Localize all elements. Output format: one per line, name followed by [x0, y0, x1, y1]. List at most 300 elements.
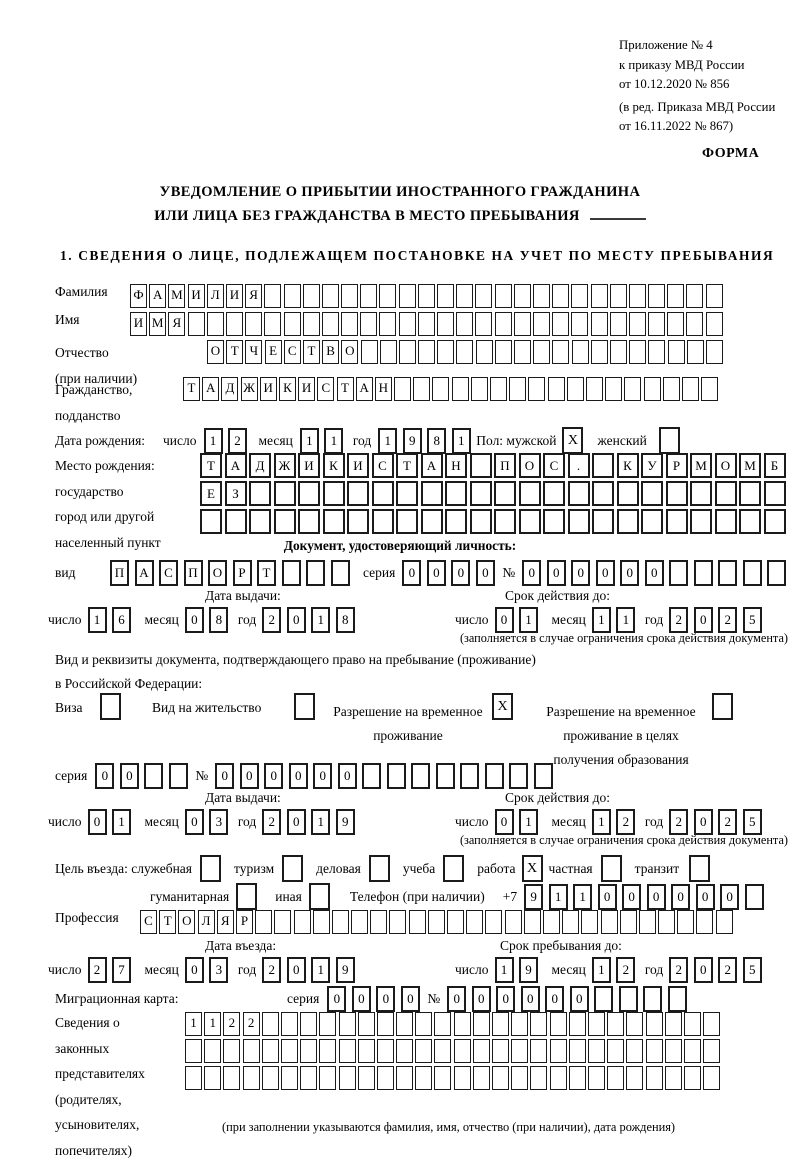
form-cell[interactable]: [668, 986, 687, 1012]
form-cell[interactable]: Е: [200, 481, 222, 506]
form-cell[interactable]: 8: [427, 428, 446, 454]
form-cell[interactable]: [706, 340, 723, 364]
form-cell[interactable]: [319, 1012, 336, 1036]
form-cell[interactable]: [399, 340, 416, 364]
form-cell[interactable]: 9: [524, 884, 543, 910]
sex-male-checkbox[interactable]: [562, 427, 583, 454]
form-cell[interactable]: [358, 1039, 375, 1063]
form-cell[interactable]: 1: [519, 809, 538, 835]
form-cell[interactable]: [223, 1039, 240, 1063]
form-cell[interactable]: [362, 763, 381, 789]
form-cell[interactable]: [200, 509, 222, 534]
form-cell[interactable]: 1: [311, 957, 330, 983]
form-cell[interactable]: [687, 340, 704, 364]
form-cell[interactable]: 1: [204, 428, 223, 454]
form-cell[interactable]: [396, 1012, 413, 1036]
form-cell[interactable]: [490, 377, 507, 401]
form-cell[interactable]: [639, 910, 656, 934]
form-cell[interactable]: 2: [718, 809, 737, 835]
form-cell[interactable]: [530, 1012, 547, 1036]
form-cell[interactable]: [703, 1039, 720, 1063]
form-cell[interactable]: 0: [545, 986, 564, 1012]
form-cell[interactable]: [341, 284, 358, 308]
permit-issue-year-cells[interactable]: [262, 809, 360, 835]
form-cell[interactable]: [629, 284, 646, 308]
form-cell[interactable]: [601, 910, 618, 934]
form-cell[interactable]: З: [225, 481, 247, 506]
form-cell[interactable]: [394, 377, 411, 401]
form-cell[interactable]: [509, 377, 526, 401]
form-cell[interactable]: С: [159, 560, 178, 586]
doc-kind-cells[interactable]: [110, 560, 355, 586]
form-cell[interactable]: Д: [221, 377, 238, 401]
form-cell[interactable]: [456, 312, 473, 336]
patronymic-cells[interactable]: [207, 340, 725, 364]
form-cell[interactable]: [571, 284, 588, 308]
form-cell[interactable]: 0: [88, 809, 107, 835]
permit-valid-year-cells[interactable]: [669, 809, 767, 835]
form-cell[interactable]: 3: [209, 957, 228, 983]
form-cell[interactable]: 0: [496, 986, 515, 1012]
form-cell[interactable]: [372, 509, 394, 534]
form-cell[interactable]: [396, 1039, 413, 1063]
form-cell[interactable]: [428, 910, 445, 934]
form-cell[interactable]: [495, 284, 512, 308]
form-cell[interactable]: [323, 481, 345, 506]
form-cell[interactable]: [360, 284, 377, 308]
form-cell[interactable]: [358, 1012, 375, 1036]
form-cell[interactable]: 0: [287, 957, 306, 983]
form-cell[interactable]: Т: [183, 377, 200, 401]
form-cell[interactable]: [262, 1066, 279, 1090]
form-cell[interactable]: [677, 910, 694, 934]
form-cell[interactable]: [204, 1066, 221, 1090]
form-cell[interactable]: [236, 883, 257, 910]
form-cell[interactable]: 0: [495, 809, 514, 835]
form-cell[interactable]: [581, 910, 598, 934]
permit-series-cells[interactable]: [95, 763, 193, 789]
permit-issue-month-cells[interactable]: [185, 809, 234, 835]
entry-month-cells[interactable]: [185, 957, 234, 983]
form-cell[interactable]: А: [149, 284, 166, 308]
form-cell[interactable]: [607, 1039, 624, 1063]
form-cell[interactable]: [411, 763, 430, 789]
form-cell[interactable]: [437, 340, 454, 364]
entry-year-cells[interactable]: [262, 957, 360, 983]
form-cell[interactable]: 0: [215, 763, 234, 789]
form-cell[interactable]: [620, 910, 637, 934]
form-cell[interactable]: [514, 340, 531, 364]
form-cell[interactable]: 1: [204, 1012, 221, 1036]
form-cell[interactable]: М: [690, 453, 712, 478]
form-cell[interactable]: [519, 481, 541, 506]
form-cell[interactable]: [610, 340, 627, 364]
doc-valid-month-cells[interactable]: [592, 607, 641, 633]
form-cell[interactable]: С: [317, 377, 334, 401]
form-cell[interactable]: 0: [645, 560, 664, 586]
form-cell[interactable]: [223, 1066, 240, 1090]
form-cell[interactable]: 1: [495, 957, 514, 983]
form-cell[interactable]: Н: [375, 377, 392, 401]
form-cell[interactable]: [361, 340, 378, 364]
form-cell[interactable]: [591, 340, 608, 364]
form-cell[interactable]: [572, 340, 589, 364]
form-cell[interactable]: [185, 1066, 202, 1090]
form-cell[interactable]: П: [110, 560, 129, 586]
form-cell[interactable]: [629, 340, 646, 364]
form-cell[interactable]: [667, 284, 684, 308]
form-cell[interactable]: [185, 1039, 202, 1063]
form-cell[interactable]: [418, 284, 435, 308]
form-cell[interactable]: В: [322, 340, 339, 364]
form-cell[interactable]: [396, 1066, 413, 1090]
doc-issue-month-cells[interactable]: [185, 607, 234, 633]
form-cell[interactable]: 7: [112, 957, 131, 983]
form-cell[interactable]: [703, 1012, 720, 1036]
form-cell[interactable]: 0: [327, 986, 346, 1012]
form-cell[interactable]: [300, 1039, 317, 1063]
form-cell[interactable]: Ф: [130, 284, 147, 308]
form-cell[interactable]: [511, 1066, 528, 1090]
form-cell[interactable]: [379, 284, 396, 308]
form-cell[interactable]: 0: [647, 884, 666, 910]
form-cell[interactable]: 1: [592, 957, 611, 983]
form-cell[interactable]: [509, 763, 528, 789]
form-cell[interactable]: [409, 910, 426, 934]
form-cell[interactable]: [548, 377, 565, 401]
form-cell[interactable]: О: [341, 340, 358, 364]
form-cell[interactable]: [379, 312, 396, 336]
form-cell[interactable]: [339, 1066, 356, 1090]
form-cell[interactable]: [339, 1039, 356, 1063]
form-cell[interactable]: [264, 284, 281, 308]
form-cell[interactable]: [571, 312, 588, 336]
form-cell[interactable]: 1: [592, 607, 611, 633]
form-cell[interactable]: [550, 1039, 567, 1063]
form-cell[interactable]: [682, 377, 699, 401]
form-cell[interactable]: 0: [720, 884, 739, 910]
form-cell[interactable]: [605, 377, 622, 401]
form-cell[interactable]: 0: [571, 560, 590, 586]
form-cell[interactable]: [684, 1039, 701, 1063]
form-cell[interactable]: М: [168, 284, 185, 308]
form-cell[interactable]: [567, 377, 584, 401]
form-cell[interactable]: 2: [243, 1012, 260, 1036]
form-cell[interactable]: [274, 509, 296, 534]
form-cell[interactable]: О: [519, 453, 541, 478]
form-cell[interactable]: [511, 1012, 528, 1036]
form-cell[interactable]: А: [356, 377, 373, 401]
form-cell[interactable]: [696, 910, 713, 934]
form-cell[interactable]: 1: [592, 809, 611, 835]
form-cell[interactable]: 1: [300, 428, 319, 454]
form-cell[interactable]: [648, 284, 665, 308]
form-cell[interactable]: [434, 1066, 451, 1090]
form-cell[interactable]: 2: [223, 1012, 240, 1036]
form-cell[interactable]: 1: [311, 809, 330, 835]
form-cell[interactable]: С: [284, 340, 301, 364]
form-cell[interactable]: [701, 377, 718, 401]
form-cell[interactable]: 5: [743, 957, 762, 983]
form-cell[interactable]: 0: [427, 560, 446, 586]
form-cell[interactable]: [389, 910, 406, 934]
form-cell[interactable]: 0: [95, 763, 114, 789]
form-cell[interactable]: [399, 284, 416, 308]
form-cell[interactable]: [281, 1066, 298, 1090]
form-cell[interactable]: [473, 1039, 490, 1063]
migcard-series-cells[interactable]: [327, 986, 425, 1012]
form-cell[interactable]: С: [140, 910, 157, 934]
form-cell[interactable]: И: [347, 453, 369, 478]
form-cell[interactable]: [619, 986, 638, 1012]
form-cell[interactable]: [274, 481, 296, 506]
form-cell[interactable]: Н: [445, 453, 467, 478]
form-cell[interactable]: [351, 910, 368, 934]
form-cell[interactable]: [300, 1066, 317, 1090]
form-cell[interactable]: 1: [616, 607, 635, 633]
form-cell[interactable]: [456, 284, 473, 308]
form-cell[interactable]: [592, 509, 614, 534]
form-cell[interactable]: 1: [519, 607, 538, 633]
form-cell[interactable]: О: [208, 560, 227, 586]
form-cell[interactable]: Л: [207, 284, 224, 308]
surname-cells[interactable]: [130, 284, 725, 308]
form-cell[interactable]: [347, 481, 369, 506]
form-cell[interactable]: 2: [262, 607, 281, 633]
form-cell[interactable]: [694, 560, 713, 586]
form-cell[interactable]: [505, 910, 522, 934]
form-cell[interactable]: И: [298, 377, 315, 401]
form-cell[interactable]: Я: [245, 284, 262, 308]
form-cell[interactable]: [643, 986, 662, 1012]
form-cell[interactable]: [332, 910, 349, 934]
form-cell[interactable]: 0: [120, 763, 139, 789]
form-cell[interactable]: [309, 883, 330, 910]
form-cell[interactable]: [641, 509, 663, 534]
form-cell[interactable]: 8: [336, 607, 355, 633]
form-cell[interactable]: 3: [209, 809, 228, 835]
stay-until-year-cells[interactable]: [669, 957, 767, 983]
form-cell[interactable]: [591, 312, 608, 336]
form-cell[interactable]: 0: [338, 763, 357, 789]
form-cell[interactable]: [530, 1066, 547, 1090]
form-cell[interactable]: 1: [378, 428, 397, 454]
form-cell[interactable]: 2: [616, 809, 635, 835]
form-cell[interactable]: [418, 312, 435, 336]
form-cell[interactable]: [396, 481, 418, 506]
form-cell[interactable]: Т: [159, 910, 176, 934]
residence-permit-checkbox[interactable]: [294, 693, 315, 720]
form-cell[interactable]: [347, 509, 369, 534]
form-cell[interactable]: 5: [743, 607, 762, 633]
form-cell[interactable]: [646, 1039, 663, 1063]
form-cell[interactable]: 1: [112, 809, 131, 835]
form-cell[interactable]: 6: [112, 607, 131, 633]
form-cell[interactable]: [298, 481, 320, 506]
form-cell[interactable]: 2: [718, 957, 737, 983]
form-cell[interactable]: [303, 284, 320, 308]
form-cell[interactable]: 0: [287, 809, 306, 835]
form-cell[interactable]: И: [298, 453, 320, 478]
form-cell[interactable]: [666, 481, 688, 506]
form-cell[interactable]: [437, 284, 454, 308]
form-cell[interactable]: [100, 693, 121, 720]
form-cell[interactable]: [460, 763, 479, 789]
form-cell[interactable]: 0: [694, 809, 713, 835]
form-cell[interactable]: [607, 1012, 624, 1036]
form-cell[interactable]: [588, 1012, 605, 1036]
form-cell[interactable]: Т: [257, 560, 276, 586]
form-cell[interactable]: [144, 763, 163, 789]
form-cell[interactable]: [204, 1039, 221, 1063]
form-cell[interactable]: [524, 910, 541, 934]
form-cell[interactable]: [669, 560, 688, 586]
form-cell[interactable]: 8: [209, 607, 228, 633]
purpose-tourism-checkbox[interactable]: [282, 855, 303, 882]
permit-number-cells[interactable]: [215, 763, 558, 789]
stay-until-month-cells[interactable]: [592, 957, 641, 983]
form-cell[interactable]: [294, 910, 311, 934]
form-cell[interactable]: [281, 1039, 298, 1063]
form-cell[interactable]: [319, 1039, 336, 1063]
form-cell[interactable]: [601, 855, 622, 882]
form-cell[interactable]: [646, 1012, 663, 1036]
representatives-row1-cells[interactable]: [185, 1012, 722, 1036]
form-cell[interactable]: [666, 509, 688, 534]
purpose-work-checkbox[interactable]: [522, 855, 543, 882]
form-cell[interactable]: 0: [622, 884, 641, 910]
permit-valid-day-cells[interactable]: [495, 809, 544, 835]
form-cell[interactable]: [533, 284, 550, 308]
form-cell[interactable]: Т: [303, 340, 320, 364]
form-cell[interactable]: X: [522, 855, 543, 882]
form-cell[interactable]: [492, 1012, 509, 1036]
form-cell[interactable]: [396, 509, 418, 534]
form-cell[interactable]: 0: [598, 884, 617, 910]
form-cell[interactable]: [415, 1039, 432, 1063]
form-cell[interactable]: А: [225, 453, 247, 478]
form-cell[interactable]: [543, 481, 565, 506]
form-cell[interactable]: [659, 427, 680, 454]
form-cell[interactable]: [243, 1066, 260, 1090]
form-cell[interactable]: [303, 312, 320, 336]
form-cell[interactable]: [543, 910, 560, 934]
form-cell[interactable]: 2: [669, 607, 688, 633]
form-cell[interactable]: [511, 1039, 528, 1063]
birth-place-row2-cells[interactable]: [200, 481, 788, 506]
form-cell[interactable]: [452, 377, 469, 401]
form-cell[interactable]: Я: [217, 910, 234, 934]
form-cell[interactable]: [470, 453, 492, 478]
form-cell[interactable]: [739, 509, 761, 534]
form-cell[interactable]: К: [323, 453, 345, 478]
form-cell[interactable]: [485, 763, 504, 789]
form-cell[interactable]: [667, 312, 684, 336]
form-cell[interactable]: [475, 284, 492, 308]
form-cell[interactable]: И: [188, 284, 205, 308]
form-cell[interactable]: [617, 509, 639, 534]
form-cell[interactable]: [684, 1012, 701, 1036]
form-cell[interactable]: [591, 284, 608, 308]
form-cell[interactable]: Ж: [241, 377, 258, 401]
form-cell[interactable]: [243, 1039, 260, 1063]
form-cell[interactable]: [703, 1066, 720, 1090]
form-cell[interactable]: [663, 377, 680, 401]
stay-until-day-cells[interactable]: [495, 957, 544, 983]
form-cell[interactable]: О: [715, 453, 737, 478]
form-cell[interactable]: [470, 481, 492, 506]
form-cell[interactable]: [569, 1039, 586, 1063]
form-cell[interactable]: 9: [336, 957, 355, 983]
form-cell[interactable]: 2: [262, 809, 281, 835]
form-cell[interactable]: 0: [451, 560, 470, 586]
form-cell[interactable]: [492, 1066, 509, 1090]
form-cell[interactable]: [387, 763, 406, 789]
form-cell[interactable]: [690, 509, 712, 534]
form-cell[interactable]: [207, 312, 224, 336]
form-cell[interactable]: А: [202, 377, 219, 401]
form-cell[interactable]: [341, 312, 358, 336]
form-cell[interactable]: 0: [476, 560, 495, 586]
form-cell[interactable]: [586, 377, 603, 401]
form-cell[interactable]: [294, 693, 315, 720]
form-cell[interactable]: [686, 312, 703, 336]
doc-issue-day-cells[interactable]: [88, 607, 137, 633]
profession-cells[interactable]: [140, 910, 735, 934]
form-cell[interactable]: [494, 481, 516, 506]
form-cell[interactable]: 0: [522, 560, 541, 586]
form-cell[interactable]: [245, 312, 262, 336]
form-cell[interactable]: 0: [596, 560, 615, 586]
form-cell[interactable]: [568, 509, 590, 534]
form-cell[interactable]: [495, 340, 512, 364]
form-cell[interactable]: [313, 910, 330, 934]
birth-month-cells[interactable]: [300, 428, 349, 454]
form-cell[interactable]: [377, 1039, 394, 1063]
form-cell[interactable]: И: [226, 284, 243, 308]
form-cell[interactable]: 0: [240, 763, 259, 789]
form-cell[interactable]: [322, 284, 339, 308]
form-cell[interactable]: Т: [396, 453, 418, 478]
purpose-business-checkbox[interactable]: [369, 855, 390, 882]
form-cell[interactable]: [607, 1066, 624, 1090]
form-cell[interactable]: [668, 340, 685, 364]
form-cell[interactable]: Е: [265, 340, 282, 364]
form-cell[interactable]: 9: [336, 809, 355, 835]
form-cell[interactable]: .: [568, 453, 590, 478]
form-cell[interactable]: [188, 312, 205, 336]
form-cell[interactable]: [552, 312, 569, 336]
form-cell[interactable]: [764, 481, 786, 506]
form-cell[interactable]: 2: [88, 957, 107, 983]
form-cell[interactable]: [646, 1066, 663, 1090]
purpose-study-checkbox[interactable]: [443, 855, 464, 882]
form-cell[interactable]: И: [130, 312, 147, 336]
form-cell[interactable]: [200, 855, 221, 882]
form-cell[interactable]: [626, 1039, 643, 1063]
form-cell[interactable]: [626, 1012, 643, 1036]
form-cell[interactable]: Л: [198, 910, 215, 934]
form-cell[interactable]: [706, 312, 723, 336]
form-cell[interactable]: [284, 312, 301, 336]
form-cell[interactable]: 0: [620, 560, 639, 586]
birth-day-cells[interactable]: [204, 428, 253, 454]
form-cell[interactable]: 1: [452, 428, 471, 454]
form-cell[interactable]: [372, 481, 394, 506]
purpose-private-checkbox[interactable]: [601, 855, 622, 882]
form-cell[interactable]: [434, 1039, 451, 1063]
form-cell[interactable]: [282, 855, 303, 882]
